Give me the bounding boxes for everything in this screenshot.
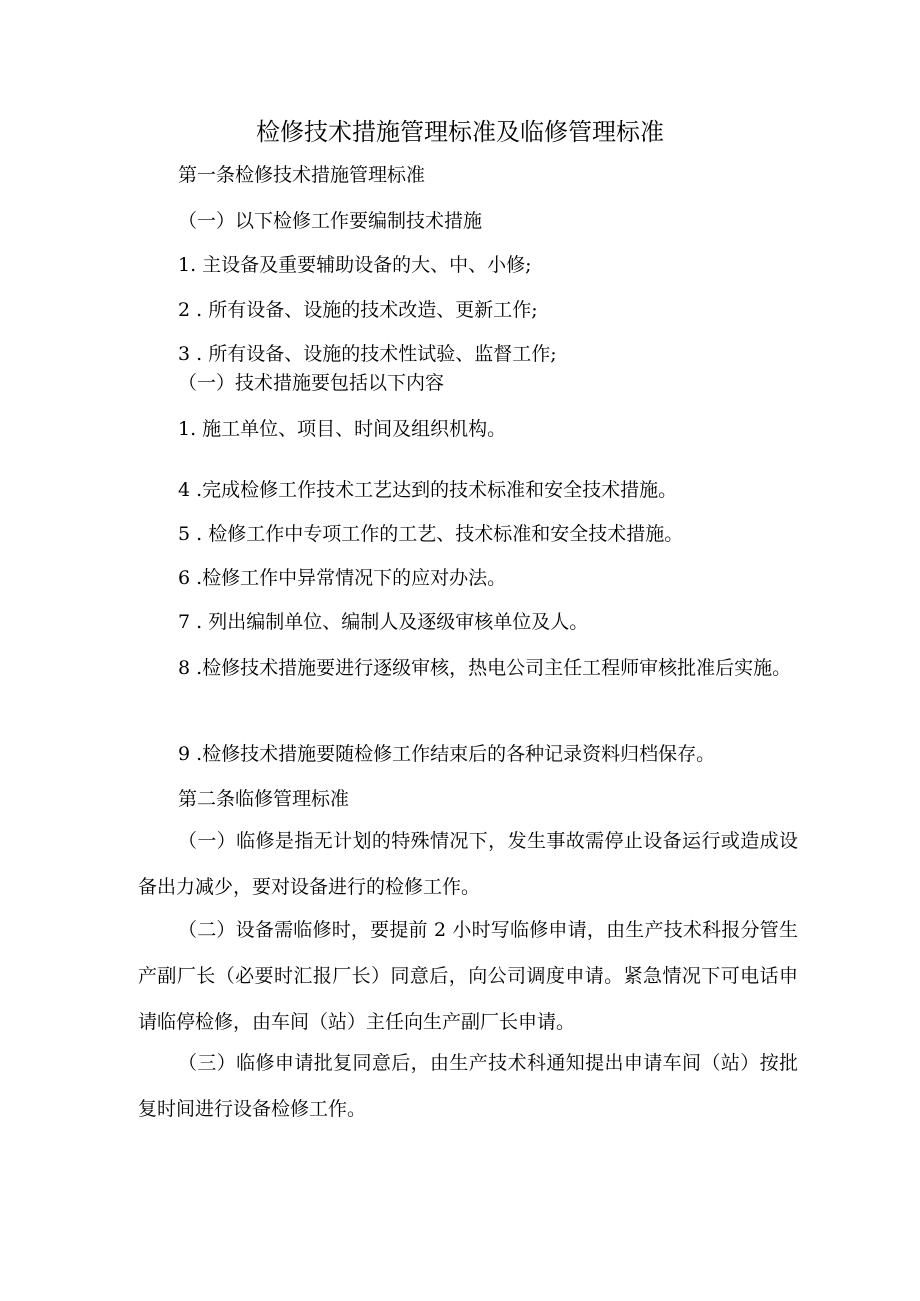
article-1-heading: 第一条检修技术措施管理标准	[178, 164, 426, 186]
list-item: 8 .检修技术措施要进行逐级审核，热电公司主任工程师审核批准后实施。	[178, 657, 792, 679]
article-2-heading: 第二条临修管理标准	[178, 788, 350, 810]
paragraph: （二）设备需临修时，要提前 2 小时写临修申请，由生产技术科报分管生产副厂长（必要时汇报厂长）同意后，向公司调度申请。紧急情况下可电话申请临停检修，由车间（站）主任向生产副厂长申请。	[138, 919, 798, 1033]
section-1-heading: （一）以下检修工作要编制技术措施	[178, 210, 483, 232]
list-item: 9 .检修技术措施要随检修工作结束后的各种记录资料归档保存。	[178, 743, 716, 765]
list-item: 2 . 所有设备、设施的技术改造、更新工作;	[178, 299, 538, 321]
section-2-heading: （一）技术措施要包括以下内容	[178, 372, 445, 394]
list-item: 1. 施工单位、项目、时间及组织机构。	[178, 418, 507, 440]
list-item: 5 . 检修工作中专项工作的工艺、技术标准和安全技术措施。	[178, 523, 684, 545]
paragraph: （三）临修申请批复同意后，由生产技术科通知提出申请车间（站）按批复时间进行设备检修工作。	[138, 1052, 798, 1120]
list-item: 6 .检修工作中异常情况下的应对办法。	[178, 567, 507, 589]
list-item: 1. 主设备及重要辅助设备的大、中、小修;	[178, 254, 532, 276]
list-item: 4 .完成检修工作技术工艺达到的技术标准和安全技术措施。	[178, 479, 678, 501]
document-title: 检修技术措施管理标准及临修管理标准	[256, 118, 664, 146]
paragraph: （一）临修是指无计划的特殊情况下，发生事故需停止设备运行或造成设备出力减少，要对设备进行的检修工作。	[138, 830, 798, 898]
list-item: 3 . 所有设备、设施的技术性试验、监督工作;	[178, 343, 557, 365]
list-item: 7 . 列出编制单位、编制人及逐级审核单位及人。	[178, 611, 589, 633]
